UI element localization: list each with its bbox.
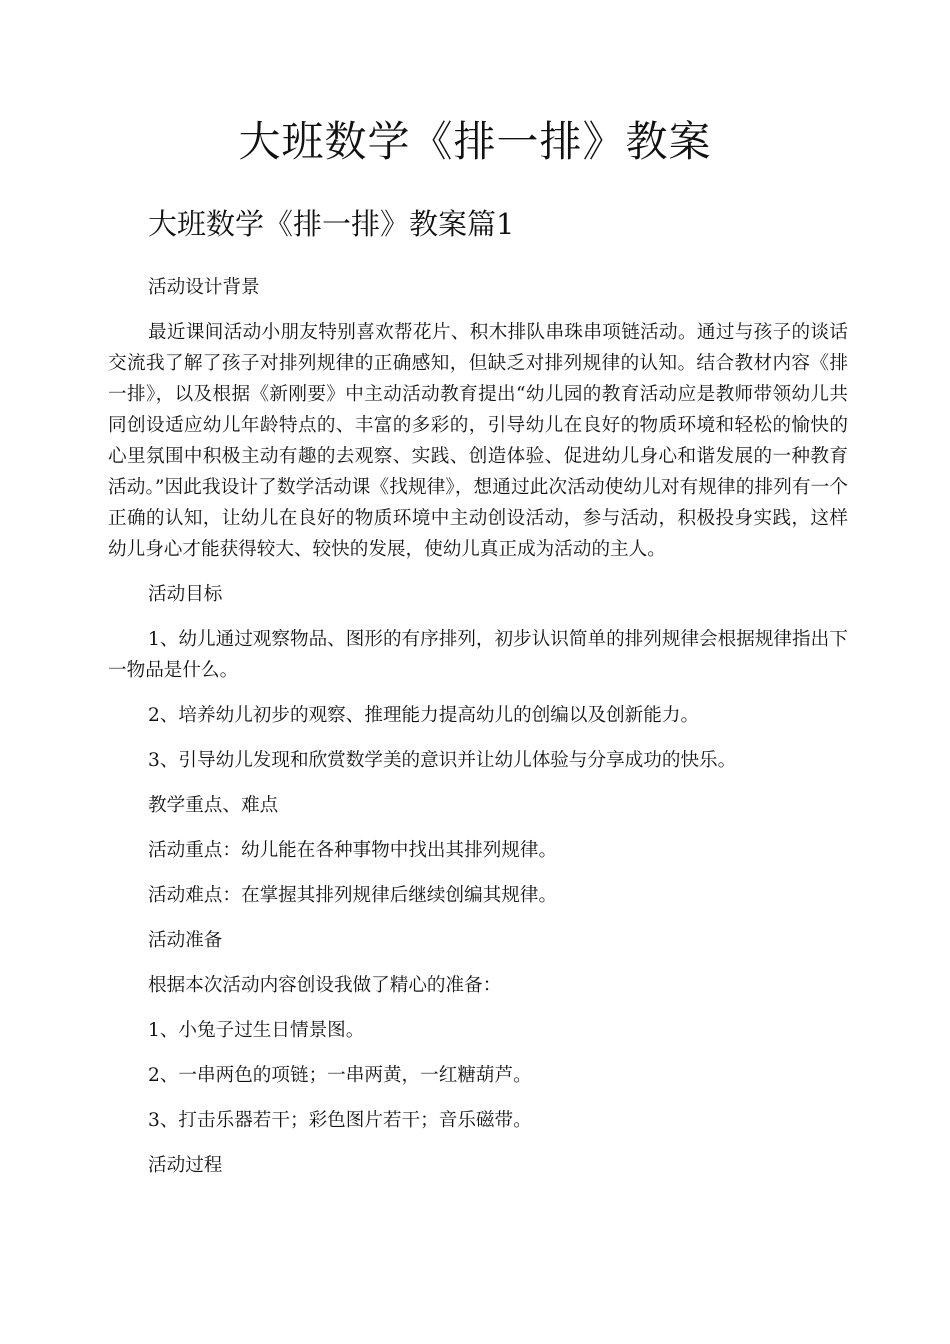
preparation-1: 1、小兔子过生日情景图。 — [148, 1020, 365, 1041]
heading-process: 活动过程 — [148, 1155, 223, 1176]
section-title: 大班数学《排一排》教案篇1 — [148, 207, 515, 241]
preparation-3: 3、打击乐器若干；彩色图片若干；音乐磁带。 — [148, 1110, 532, 1131]
key-point: 活动重点：幼儿能在各种事物中找出其排列规律。 — [148, 840, 558, 861]
heading-goals: 活动目标 — [148, 584, 223, 605]
heading-preparation: 活动准备 — [148, 930, 223, 951]
preparation-2: 2、一串两色的项链；一串两黄，一红糖葫芦。 — [148, 1065, 532, 1086]
heading-key-points: 教学重点、难点 — [148, 795, 279, 816]
document-body — [108, 272, 848, 1195]
difficult-point: 活动难点：在掌握其排列规律后继续创编其规律。 — [148, 885, 558, 906]
goal-2: 2、培养幼儿初步的观察、推理能力提高幼儿的创编以及创新能力。 — [148, 705, 700, 726]
preparation-intro: 根据本次活动内容创设我做了精心的准备： — [148, 975, 502, 996]
paragraph-background: 最近课间活动小朋友特别喜欢帮花片、积木排队串珠串项链活动。通过与孩子的谈话交流我了解了孩子对排列规律的正确感知，但缺乏对排列规律的认知。结合教材内容《排一排》，以及根据《新刚要》中主动活动教育提出“幼儿园的教育活动应是教师带领幼儿共同创设适应幼儿年龄特点的、丰富的多彩的，引导幼儿在良好的物质环境和轻松的愉快的心里氛围中积极主动有趣的去观察、实践、创造体验、促进幼儿身心和谐发展的一种教育活动。”因此我设计了数学活动课《找规律》，想通过此次活动使幼儿对有规律的排列有一个正确的认知，让幼儿在良好的物质环境中主动创设活动，参与活动，积极投身实践，这样幼儿身心才能获得较大、较快的发展，使幼儿真正成为活动的主人。 — [108, 322, 848, 560]
heading-background: 活动设计背景 — [148, 277, 260, 298]
goal-1: 1、幼儿通过观察物品、图形的有序排列，初步认识简单的排列规律会根据规律指出下一物品是什么。 — [108, 629, 848, 681]
document-title: 大班数学《排一排》教案 — [238, 117, 712, 166]
goal-3: 3、引导幼儿发现和欣赏数学美的意识并让幼儿体验与分享成功的快乐。 — [148, 750, 737, 771]
